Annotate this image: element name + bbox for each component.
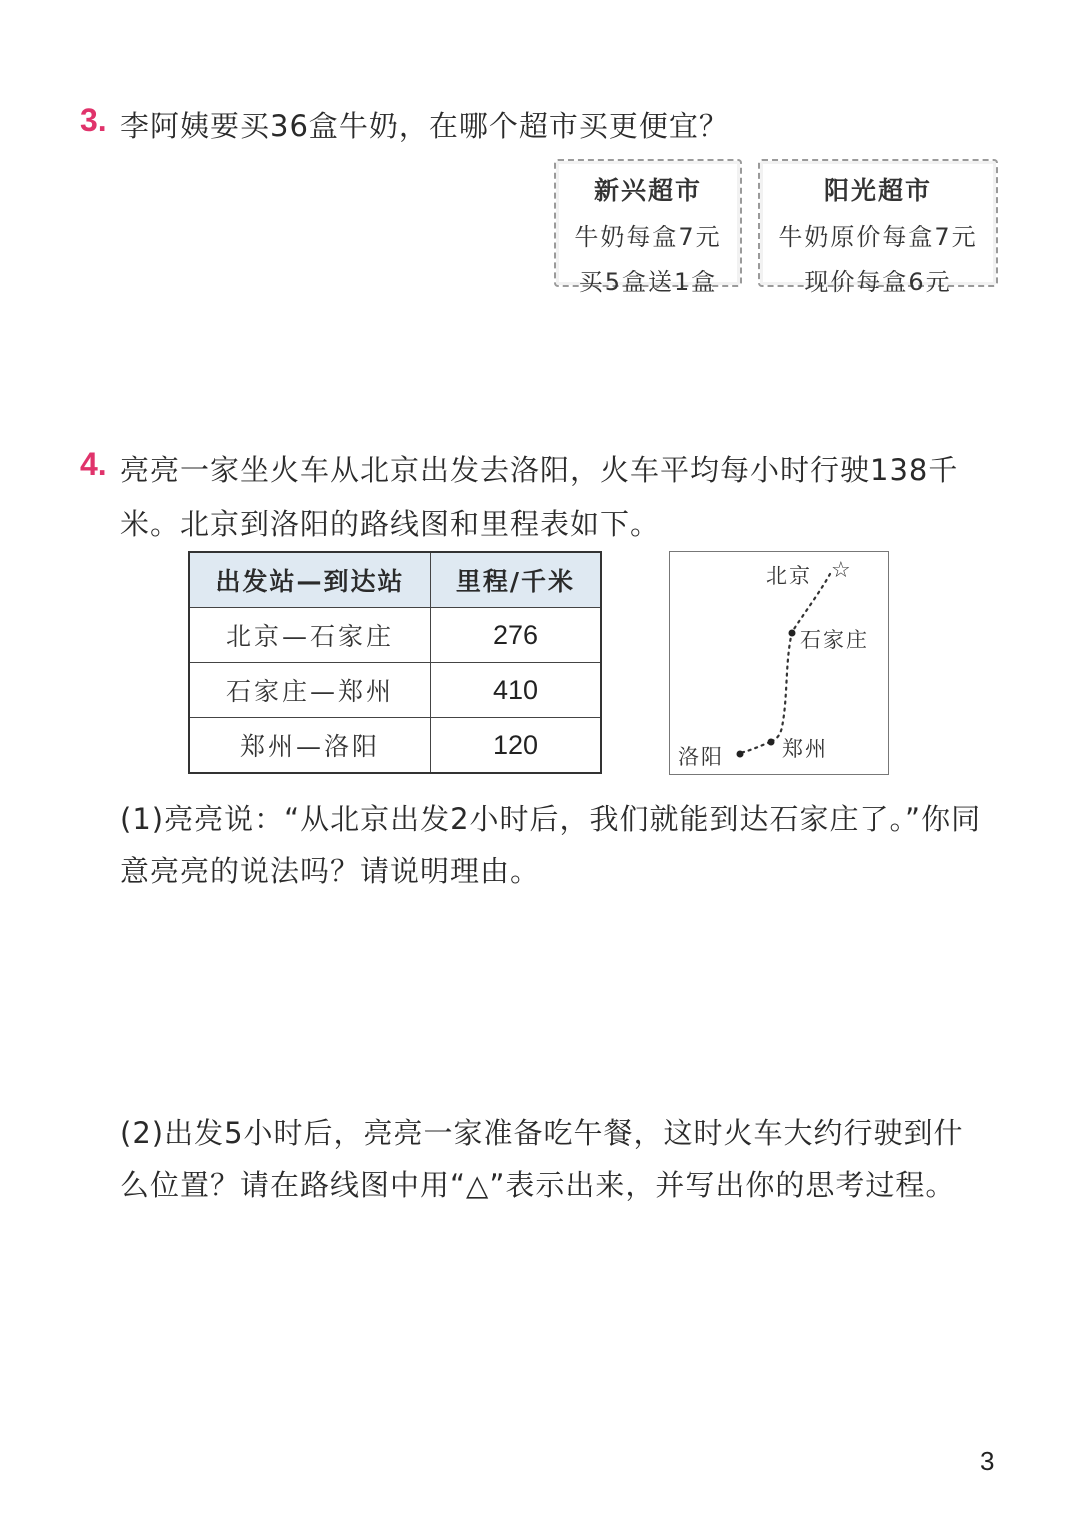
store-card-xinxing [554,159,742,296]
map-label-zhengzhou: 郑州 [782,737,828,761]
route-map [669,551,889,775]
map-label-beijing: 北京 [766,564,812,588]
question-4-text-line1: 亮亮一家坐火车从北京出发去洛阳，火车平均每小时行驶138千 [120,453,959,487]
table-header-row [189,552,601,608]
store-price-line: 牛奶每盒7元 [574,223,722,251]
sub-question-1-line2: 意亮亮的说法吗？请说明理由。 [120,854,541,888]
store-price-line: 牛奶原价每盒7元 [778,223,978,251]
table-row [189,663,601,718]
table-cell-distance: 276 [431,608,602,663]
table-cell-distance: 120 [431,718,602,774]
mileage-table [188,551,602,774]
store-offer-line: 买5盒送1盒 [578,268,718,296]
table-row [189,608,601,663]
question-4-text-line2: 米。北京到洛阳的路线图和里程表如下。 [120,507,661,541]
table-cell-distance: 410 [431,663,602,718]
table-header-route: 出发站—到达站 [189,552,431,608]
sub-question-2-line2: 么位置？请在路线图中用“△”表示出来，并写出你的思考过程。 [120,1168,956,1202]
store-name: 阳光超市 [823,176,932,205]
sub-question-1-line1: (1)亮亮说：“从北京出发2小时后，我们就能到达石家庄了。”你同 [120,802,982,836]
store-name: 新兴超市 [593,176,702,205]
table-cell-route: 北京—石家庄 [189,608,431,663]
sub-question-2-line1: (2)出发5小时后，亮亮一家准备吃午餐，这时火车大约行驶到什 [120,1116,964,1150]
store-card-yangguang [758,159,998,296]
table-cell-route: 石家庄—郑州 [189,663,431,718]
star-icon: ☆ [831,558,853,583]
table-cell-route: 郑州—洛阳 [189,718,431,774]
question-3-number: 3. [80,102,107,138]
question-3-text: 李阿姨要买36盒牛奶，在哪个超市买更便宜？ [120,109,729,143]
table-header-distance: 里程/千米 [431,552,602,608]
zhengzhou-dot [768,739,775,746]
luoyang-dot [737,751,744,758]
question-4-number: 4. [80,446,107,482]
map-label-luoyang: 洛阳 [678,745,724,769]
map-label-shijiazhuang: 石家庄 [800,628,869,652]
shijiazhuang-dot [789,630,796,637]
table-row [189,718,601,774]
page-number: 3 [980,1446,995,1476]
store-offer-line: 现价每盒6元 [804,268,952,296]
